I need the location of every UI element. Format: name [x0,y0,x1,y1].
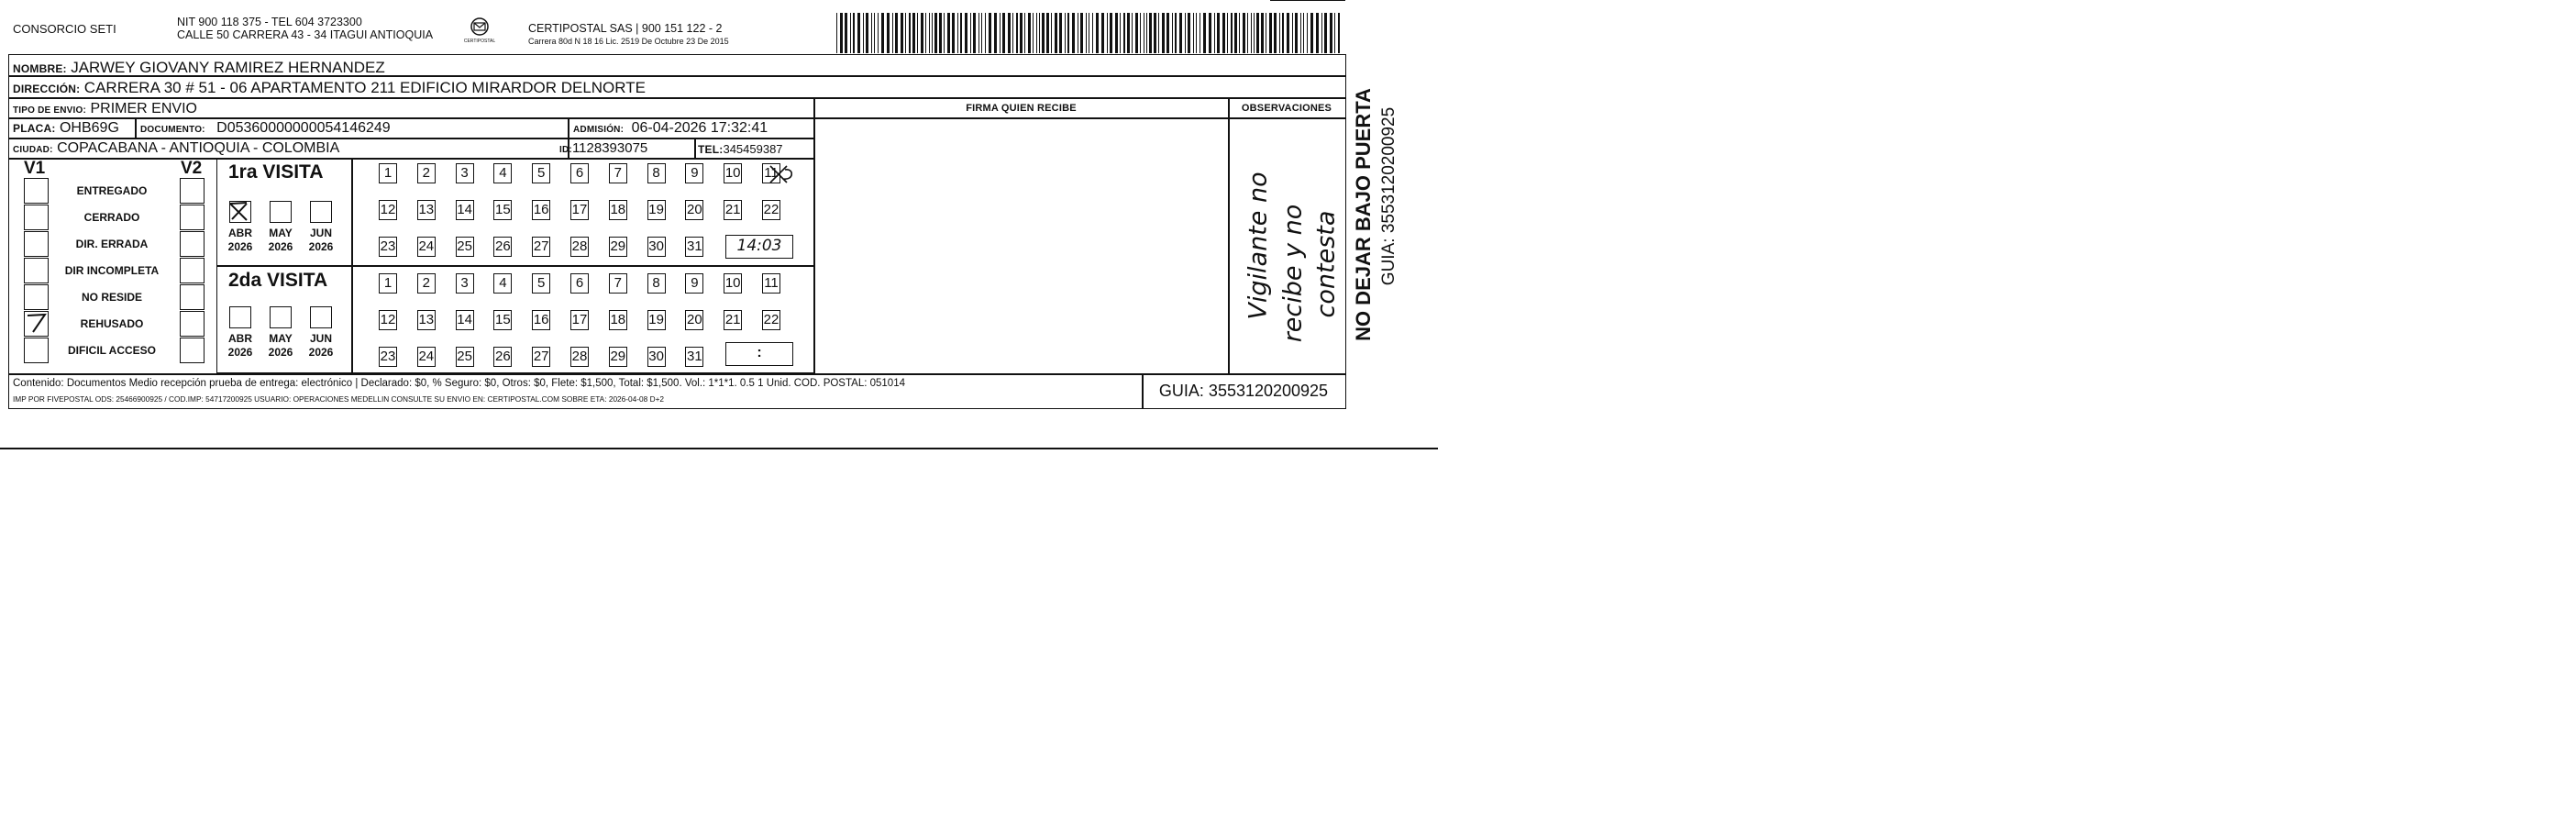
month-year: 2026 [308,346,334,359]
ciudad-label: CIUDAD: [13,145,53,155]
company-name: CONSORCIO SETI [13,22,116,36]
placa-label: PLACA: [13,122,56,135]
tipo-label: TIPO DE ENVIO: [13,105,87,116]
v2-status-checkbox[interactable] [180,205,205,230]
visit2-day-11[interactable]: 11 [762,273,780,294]
visit1-day-28[interactable]: 28 [570,237,589,257]
visit1-day-19[interactable]: 19 [647,200,666,220]
visit1-day-30[interactable]: 30 [647,237,666,257]
visit2-day-7[interactable]: 7 [609,273,627,294]
visit1-day-18[interactable]: 18 [609,200,627,220]
visit2-month-checkbox[interactable] [229,306,251,328]
visit2-day-29[interactable]: 29 [609,347,627,367]
firma-header: FIRMA QUIEN RECIBE [966,103,1077,114]
v1-status-checkbox[interactable] [24,258,49,283]
visit2-day-16[interactable]: 16 [532,310,550,330]
visit2-day-21[interactable]: 21 [724,310,742,330]
nit-line: NIT 900 118 375 - TEL 604 3723300 [177,16,362,28]
rehusado-check-mark [24,310,49,336]
visit2-day-1[interactable]: 1 [379,273,397,294]
visit1-day-5[interactable]: 5 [532,163,550,183]
visit2-day-19[interactable]: 19 [647,310,666,330]
v2-status-checkbox[interactable] [180,284,205,310]
month-name: JUN [309,332,332,345]
visit1-day-8[interactable]: 8 [647,163,666,183]
visit2-day-18[interactable]: 18 [609,310,627,330]
visit1-day-14[interactable]: 14 [456,200,474,220]
visit2-day-23[interactable]: 23 [379,347,397,367]
day-10-mark [767,162,794,186]
visit1-day-10[interactable]: 10 [724,163,742,183]
month-year: 2026 [268,240,293,253]
v1-status-checkbox[interactable] [24,205,49,230]
month-year: 2026 [268,346,293,359]
visit2-day-27[interactable]: 27 [532,347,550,367]
visit2-day-14[interactable]: 14 [456,310,474,330]
v2-status-checkbox[interactable] [180,258,205,283]
tel-label: TEL: [698,143,724,156]
visit1-day-29[interactable]: 29 [609,237,627,257]
side-guia: GUIA: 3553120200925 [1379,106,1399,286]
visit2-day-2[interactable]: 2 [417,273,436,294]
visit1-day-26[interactable]: 26 [493,237,512,257]
visit1-day-1[interactable]: 1 [379,163,397,183]
visit2-day-3[interactable]: 3 [456,273,474,294]
placa-value: OHB69G [59,120,119,136]
documento-value: D05360000000054146249 [216,120,391,136]
visit1-day-25[interactable]: 25 [456,237,474,257]
observation-line-3: contesta [1311,210,1341,318]
visit1-day-11[interactable]: 11 [762,163,780,183]
visit1-month-checkbox[interactable] [270,201,292,223]
observation-handwriting [1229,119,1343,372]
month-name: MAY [269,332,293,345]
tel-value: 345459387 [723,142,783,156]
visit1-day-20[interactable]: 20 [685,200,703,220]
v2-status-checkbox[interactable] [180,231,205,257]
license-line: Carrera 80d N 18 16 Lic. 2519 De Octubre 23 De 2015 [528,37,729,46]
visit1-day-9[interactable]: 9 [685,163,703,183]
admision-value: 06-04-2026 17:32:41 [631,120,768,136]
visit2-day-15[interactable]: 15 [493,310,512,330]
visit2-day-5[interactable]: 5 [532,273,550,294]
visit2-day-30[interactable]: 30 [647,347,666,367]
visit2-day-13[interactable]: 13 [417,310,436,330]
month-name: MAY [269,227,293,239]
observation-line-2: recibe y no [1278,204,1308,343]
visit1-day-12[interactable]: 12 [379,200,397,220]
visit2-day-24[interactable]: 24 [417,347,436,367]
visit1-day-7[interactable]: 7 [609,163,627,183]
visit1-day-6[interactable]: 6 [570,163,589,183]
documento-label: DOCUMENTO: [140,125,205,135]
ciudad-value: COPACABANA - ANTIOQUIA - COLOMBIA [57,140,340,156]
status-label: NO RESIDE [81,291,142,304]
status-label: REHUSADO [80,317,144,330]
nombre-value: JARWEY GIOVANY RAMIREZ HERNANDEZ [71,59,385,76]
id-label: ID: [559,145,572,155]
visit2-day-31[interactable]: 31 [685,347,703,367]
v1-status-checkbox[interactable] [24,231,49,257]
month-label [222,227,259,254]
visit2-day-12[interactable]: 12 [379,310,397,330]
month-name: JUN [309,227,332,239]
month-year: 2026 [227,240,253,253]
certipostal-logo [460,17,499,49]
admision-label: ADMISIÓN: [573,125,625,135]
logo-text: CERTIPOSTAL [463,39,496,44]
visit2-day-20[interactable]: 20 [685,310,703,330]
visit1-day-16[interactable]: 16 [532,200,550,220]
visit1-day-23[interactable]: 23 [379,237,397,257]
abr-check-mark [227,201,249,223]
visit1-day-17[interactable]: 17 [570,200,589,220]
status-label: DIR. ERRADA [75,238,149,250]
v1-header: V1 [24,159,46,178]
visit2-time: : [757,345,762,360]
status-label: CERRADO [83,211,140,224]
visit1-day-27[interactable]: 27 [532,237,550,257]
v1-status-checkbox[interactable] [24,338,49,363]
visit1-day-3[interactable]: 3 [456,163,474,183]
side-warning: NO DEJAR BAJO PUERTA [1352,88,1375,341]
envelope-seal-icon [470,17,490,36]
visit1-day-15[interactable]: 15 [493,200,512,220]
visit1-day-31[interactable]: 31 [685,237,703,257]
v2-status-checkbox[interactable] [180,311,205,337]
visit2-day-4[interactable]: 4 [493,273,512,294]
month-name: ABR [228,332,252,345]
status-label: DIFICIL ACCESO [67,344,156,357]
visit2-day-25[interactable]: 25 [456,347,474,367]
visit2-day-9[interactable]: 9 [685,273,703,294]
v2-header: V2 [181,159,203,178]
certipostal-line: CERTIPOSTAL SAS | 900 151 122 - 2 [528,22,723,35]
v1-status-checkbox[interactable] [24,284,49,310]
visit2-day-8[interactable]: 8 [647,273,666,294]
visit1-day-13[interactable]: 13 [417,200,436,220]
tipo-value: PRIMER ENVIO [90,101,197,116]
month-name: ABR [228,227,252,239]
visit2-day-17[interactable]: 17 [570,310,589,330]
month-label [222,332,259,360]
visit1-day-2[interactable]: 2 [417,163,436,183]
visit2-day-26[interactable]: 26 [493,347,512,367]
visit1-month-checkbox[interactable] [310,201,332,223]
visit1-day-21[interactable]: 21 [724,200,742,220]
barcode [836,13,1344,53]
visit2-day-6[interactable]: 6 [570,273,589,294]
address-line: CALLE 50 CARRERA 43 - 34 ITAGUI ANTIOQUIA [177,28,434,41]
month-label [303,227,339,254]
v2-status-checkbox[interactable] [180,178,205,204]
month-label [303,332,339,360]
visit1-day-24[interactable]: 24 [417,237,436,257]
visit2-day-22[interactable]: 22 [762,310,780,330]
month-year: 2026 [308,240,334,253]
visit1-day-4[interactable]: 4 [493,163,512,183]
direccion-label: DIRECCIÓN: [13,83,81,95]
observation-line-1: Vigilante no [1244,172,1273,320]
visit2-day-10[interactable]: 10 [724,273,742,294]
month-label [262,332,299,360]
footer-contents: Contenido: Documentos Medio recepción prueba de entrega: electrónico | Declarado: $0, % Seguro: $0, Otros: $0, Flete: $1,500, Total: $1,500. Vol.: 1*1*1. 0.5 1 Unid. COD. POSTAL: 051014 [13,378,905,389]
month-label [262,227,299,254]
visit1-day-22[interactable]: 22 [762,200,780,220]
direccion-value: CARRERA 30 # 51 - 06 APARTAMENTO 211 EDIFICIO MIRARDOR DELNORTE [83,79,646,96]
visit2-title: 2da VISITA [228,270,328,291]
visit1-time: 14:03 [736,237,782,255]
footer-print-info: IMP POR FIVEPOSTAL ODS: 25466900925 / COD.IMP: 54717200925 USUARIO: OPERACIONES MEDELLIN CONSULTE SU ENVIO EN: CERTIPOSTAL.COM SOBRE ETA: 2026-04-08 D+2 [13,394,665,404]
v1-status-checkbox[interactable] [24,178,49,204]
visit2-month-checkbox[interactable] [310,306,332,328]
status-label: DIR INCOMPLETA [64,264,160,277]
visit2-month-checkbox[interactable] [270,306,292,328]
footer-guia: GUIA: 3553120200925 [1158,382,1329,400]
observaciones-header: OBSERVACIONES [1241,103,1332,114]
v2-status-checkbox[interactable] [180,338,205,363]
status-label: ENTREGADO [76,184,148,197]
id-value: 1128393075 [571,140,648,156]
visit2-day-28[interactable]: 28 [570,347,589,367]
visit1-title: 1ra VISITA [228,161,324,183]
month-year: 2026 [227,346,253,359]
nombre-label: NOMBRE: [13,62,67,75]
